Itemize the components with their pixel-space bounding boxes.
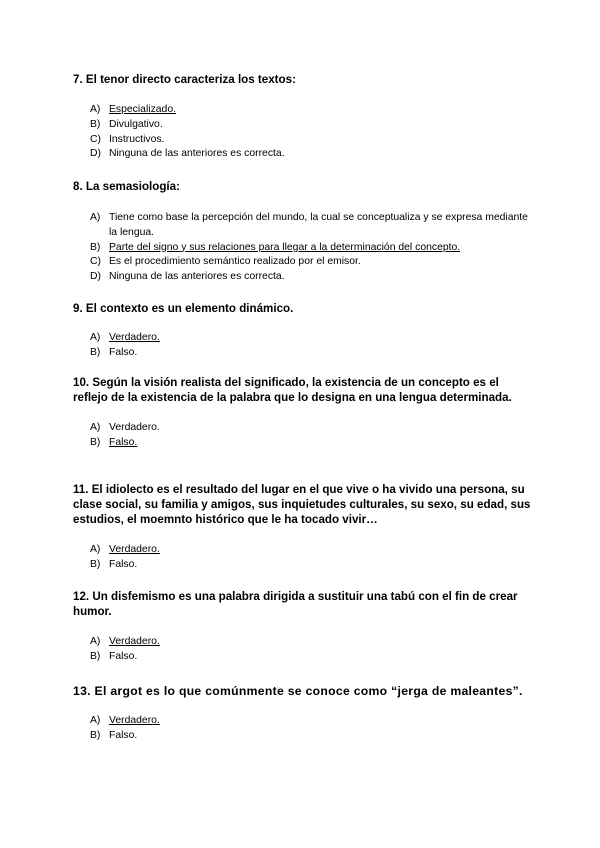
option-list bbox=[73, 714, 535, 744]
option-text: Verdadero. bbox=[109, 422, 160, 433]
option-text: Falso. bbox=[109, 729, 138, 741]
option-b bbox=[73, 436, 535, 451]
option-letter: C) bbox=[90, 133, 101, 145]
question-13 bbox=[73, 683, 535, 744]
option-b bbox=[73, 650, 535, 665]
option-letter: B) bbox=[90, 558, 101, 570]
option-text: Tiene como base la percepción del mundo, la cual se conceptualiza y se expresa mediante la lengua. bbox=[109, 212, 528, 238]
option-a bbox=[73, 635, 535, 650]
option-list bbox=[73, 103, 535, 162]
question-title: 11. El idiolecto es el resultado del lugar en el que vive o ha vivido una persona, su clase social, su familia y amigos, sus inquietudes culturales, su sexo, su edad, sus estudios, el moemnto histórico que le ha tocado vivir… bbox=[73, 483, 531, 526]
option-letter: A) bbox=[90, 212, 101, 223]
option-text: Verdadero. bbox=[109, 715, 160, 726]
question-11 bbox=[73, 482, 535, 573]
option-text: Ninguna de las anteriores es correcta. bbox=[109, 271, 285, 283]
option-text: Es el procedimiento semántico realizado por el emisor. bbox=[109, 256, 361, 268]
option-letter: C) bbox=[90, 256, 101, 268]
question-title: 10. Según la visión realista del significado, la existencia de un concepto es el reflejo de la existencia de la palabra que lo designa en una lengua determinada. bbox=[73, 376, 512, 404]
option-text: Falso. bbox=[109, 650, 138, 662]
option-a bbox=[73, 331, 535, 346]
option-text: Instructivos. bbox=[109, 133, 165, 145]
option-text: Falso. bbox=[109, 346, 138, 358]
option-b bbox=[73, 118, 535, 133]
option-b bbox=[73, 241, 535, 256]
option-letter: B) bbox=[90, 650, 101, 662]
option-text: Divulgativo. bbox=[109, 118, 163, 130]
option-b bbox=[73, 558, 535, 573]
option-b bbox=[73, 729, 535, 744]
option-letter: A) bbox=[90, 104, 101, 115]
option-d bbox=[73, 270, 535, 285]
option-letter: A) bbox=[90, 715, 101, 726]
option-text: Especializado. bbox=[109, 104, 177, 115]
option-letter: A) bbox=[90, 332, 101, 343]
option-a bbox=[73, 421, 535, 436]
option-list bbox=[73, 635, 535, 665]
option-text: Falso. bbox=[109, 436, 138, 448]
question-10 bbox=[73, 375, 535, 451]
question-12 bbox=[73, 589, 535, 665]
question-title: 13. El argot es lo que comúnmente se conoce como “jerga de maleantes”. bbox=[73, 684, 523, 698]
option-list bbox=[73, 331, 535, 361]
option-d bbox=[73, 147, 535, 162]
option-text: Verdadero. bbox=[109, 332, 160, 343]
option-letter: B) bbox=[90, 118, 101, 130]
question-title: 9. El contexto es un elemento dinámico. bbox=[73, 302, 294, 315]
question-8 bbox=[73, 179, 535, 285]
option-text: Parte del signo y sus relaciones para llegar a la determinación del concepto. bbox=[109, 241, 461, 253]
option-c bbox=[73, 255, 535, 270]
question-9 bbox=[73, 301, 535, 361]
option-a bbox=[73, 211, 535, 241]
option-text: Verdadero. bbox=[109, 544, 160, 555]
option-letter: A) bbox=[90, 636, 101, 647]
option-letter: B) bbox=[90, 436, 101, 448]
option-letter: B) bbox=[90, 346, 101, 358]
option-c bbox=[73, 133, 535, 148]
question-title: 7. El tenor directo caracteriza los textos: bbox=[73, 73, 296, 86]
option-list bbox=[73, 211, 535, 285]
question-title: 12. Un disfemismo es una palabra dirigida a sustituir una tabú con el fin de crear humor. bbox=[73, 590, 518, 618]
option-letter: B) bbox=[90, 241, 101, 253]
question-7 bbox=[73, 72, 535, 162]
option-b bbox=[73, 346, 535, 361]
option-text: Verdadero. bbox=[109, 636, 160, 647]
option-list bbox=[73, 543, 535, 573]
option-letter: B) bbox=[90, 729, 101, 741]
option-letter: D) bbox=[90, 148, 101, 160]
option-list bbox=[73, 421, 535, 451]
option-letter: D) bbox=[90, 271, 101, 283]
option-a bbox=[73, 103, 535, 118]
option-text: Ninguna de las anteriores es correcta. bbox=[109, 148, 285, 160]
question-title: 8. La semasiología: bbox=[73, 180, 180, 193]
option-a bbox=[73, 543, 535, 558]
option-text: Falso. bbox=[109, 558, 138, 570]
option-a bbox=[73, 714, 535, 729]
option-letter: A) bbox=[90, 422, 101, 433]
option-letter: A) bbox=[90, 544, 101, 555]
